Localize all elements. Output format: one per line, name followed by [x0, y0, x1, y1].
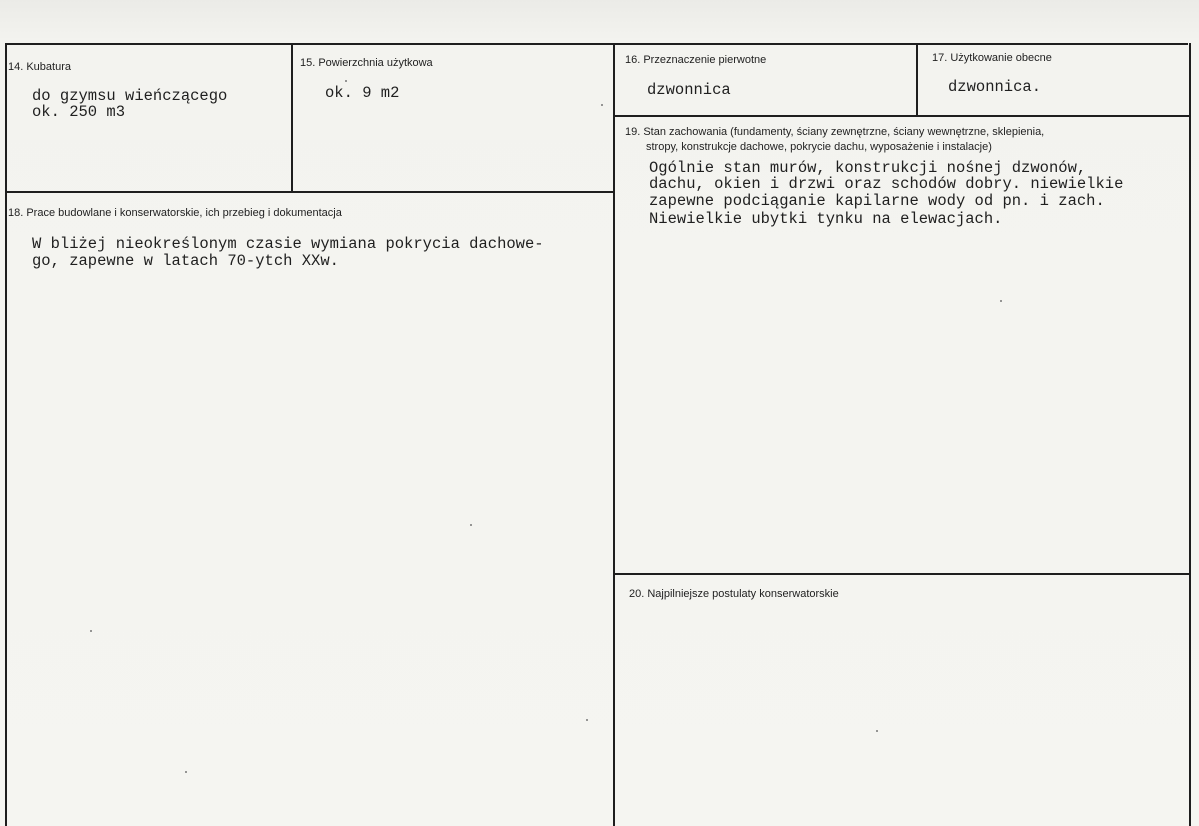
- field-15-value: ok. 9 m2: [325, 84, 400, 102]
- field-14-value-line-1: do gzymsu wieńczącego: [32, 87, 228, 105]
- field-16-value: dzwonnica: [647, 81, 731, 99]
- field-14-label: 14. Kubatura: [8, 61, 71, 73]
- speck: [90, 630, 92, 632]
- field-19-label-line-2: stropy, konstrukcje dachowe, pokrycie dachu, wyposażenie i instalacje): [646, 141, 992, 153]
- divider-row-16-19: [615, 115, 1190, 117]
- right-border-line: [1189, 43, 1191, 826]
- speck: [876, 730, 878, 732]
- field-17-value: dzwonnica.: [948, 78, 1042, 96]
- divider-row-14-18: [7, 191, 614, 193]
- left-border-line: [5, 43, 7, 826]
- speck: [185, 771, 187, 773]
- field-18-value-line-1: W bliżej nieokreślonym czasie wymiana pokrycia dachowe-: [32, 235, 544, 253]
- speck: [601, 104, 603, 106]
- field-17-label: 17. Użytkowanie obecne: [932, 52, 1052, 64]
- speck: [586, 719, 588, 721]
- field-19-value-line-4: Niewielkie ubytki tynku na elewacjach.: [649, 210, 1003, 228]
- field-16-label: 16. Przeznaczenie pierwotne: [625, 54, 767, 66]
- field-20-label: 20. Najpilniejsze postulaty konserwatorskie: [629, 588, 839, 600]
- divider-14-15: [291, 45, 293, 193]
- divider-center: [613, 45, 615, 826]
- field-18-label: 18. Prace budowlane i konserwatorskie, ich przebieg i dokumentacja: [8, 207, 342, 219]
- field-15-label: 15. Powierzchnia użytkowa: [300, 57, 433, 69]
- field-19-value-line-3: zapewne podciąganie kapilarne wody od pn. i zach.: [649, 192, 1105, 210]
- field-18-value-line-2: go, zapewne w latach 70-ytch XXw.: [32, 252, 339, 270]
- divider-16-17: [916, 45, 918, 117]
- field-19-label-line-1: 19. Stan zachowania (fundamenty, ściany zewnętrzne, ściany wewnętrzne, sklepienia,: [625, 126, 1045, 138]
- speck: [470, 524, 472, 526]
- field-14-value-line-2: ok. 250 m3: [32, 103, 126, 121]
- divider-row-19-20: [615, 573, 1190, 575]
- field-19-value-line-2: dachu, okien i drzwi oraz schodów dobry. niewielkie: [649, 175, 1124, 193]
- top-border-line: [5, 43, 1188, 45]
- field-19-value-line-1: Ogólnie stan murów, konstrukcji nośnej dzwonów,: [649, 159, 1087, 177]
- speck: [1000, 300, 1002, 302]
- speck: [345, 80, 347, 82]
